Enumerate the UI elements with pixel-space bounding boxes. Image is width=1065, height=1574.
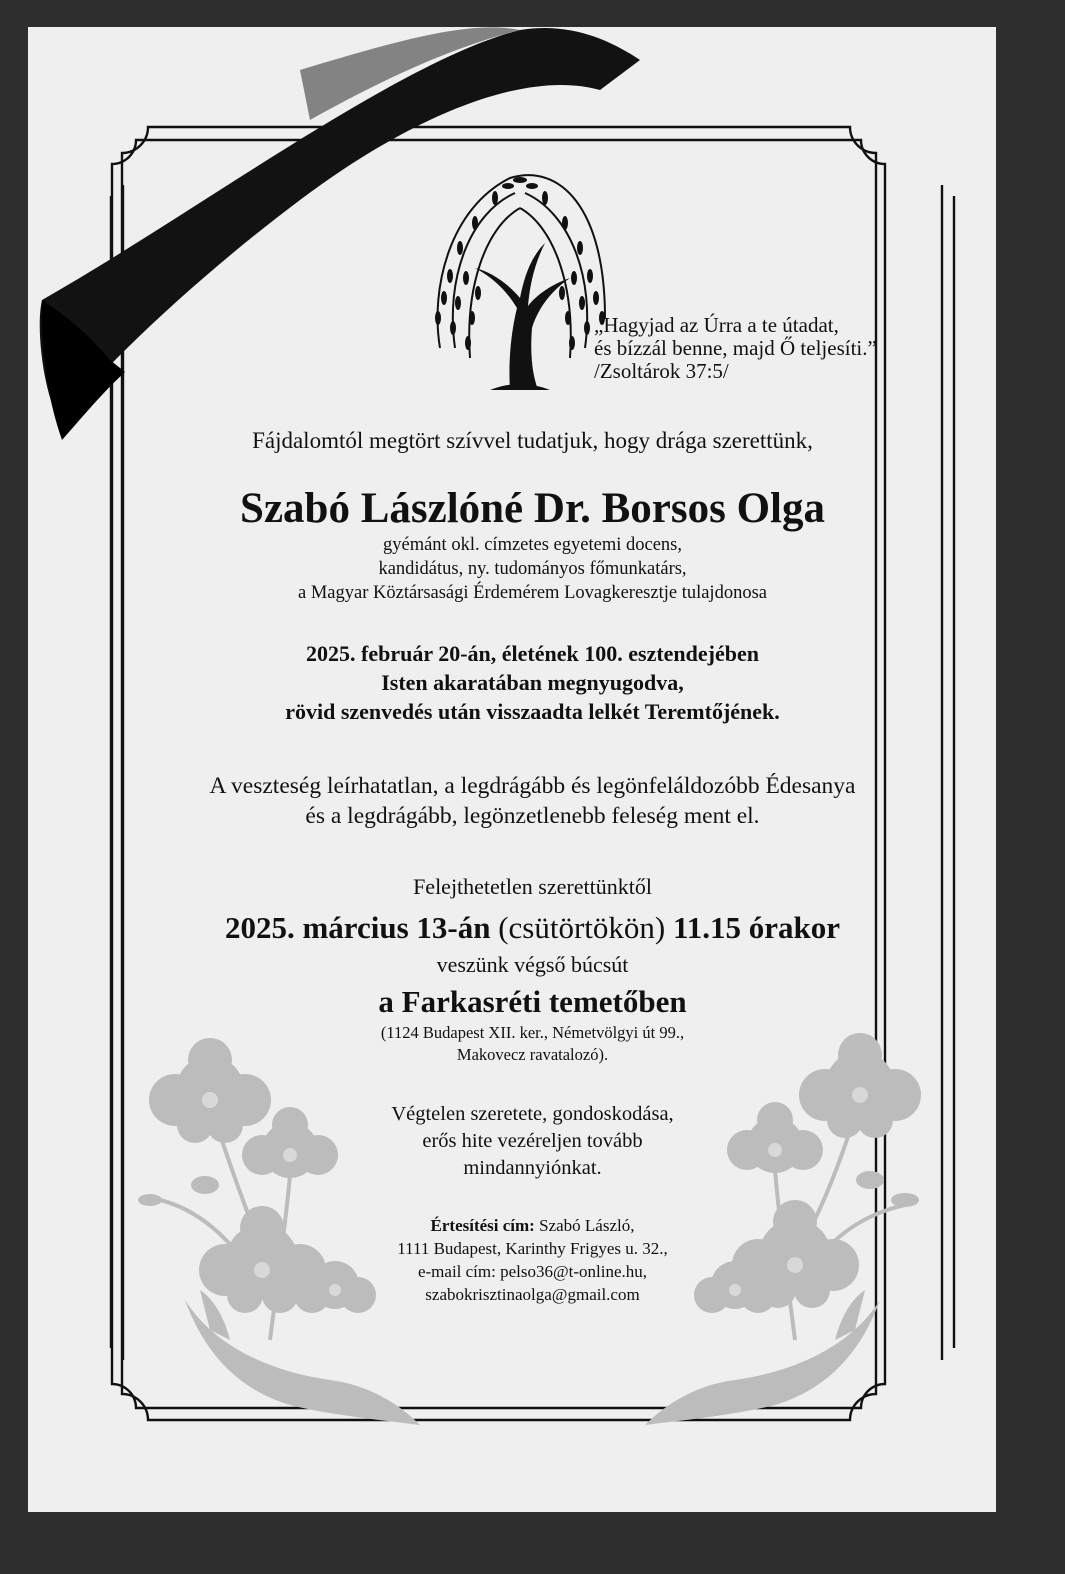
death-line-1: 2025. február 20-án, életének 100. esztendejében (306, 641, 759, 666)
address-line-1: (1124 Budapest XII. ker., Németvölgyi út 99., (380, 1023, 685, 1042)
funeral-day: (csütörtökön) (498, 910, 666, 945)
funeral-time: 11.15 órakor (672, 910, 841, 945)
closing-line-3: mindannyiónkat. (463, 1157, 602, 1179)
contact-email-2[interactable]: szabokrisztinaolga@gmail.com (425, 1285, 640, 1304)
funeral-intro: Felejthetetlen szerettünktől (413, 874, 652, 899)
loss-line-2: és a legdrágább, legönzetlenebb feleség ment el. (305, 803, 760, 829)
death-line-3: rövid szenvedés után visszaadta lelkét Teremtőjének. (285, 699, 780, 724)
contact-info (0, 1214, 1065, 1306)
contact-line-1 (0, 1214, 1065, 1237)
funeral-address (0, 1022, 1065, 1066)
closing-text (0, 1101, 1065, 1182)
title-line-2: kandidátus, ny. tudományos főmunkatárs, (378, 559, 687, 579)
intro-text: Fájdalomtól megtört szívvel tudatjuk, hogy drága szerettünk, (252, 428, 813, 453)
quote-line-2: és bízzál benne, majd Ő teljesíti.” (594, 336, 877, 360)
death-notice (0, 639, 1065, 726)
contact-street: 1111 Budapest, Karinthy Frigyes u. 32., (397, 1239, 668, 1258)
closing-line-1: Végtelen szeretete, gondoskodása, (391, 1103, 674, 1125)
title-line-3: a Magyar Köztársasági Érdemérem Lovagkeresztje tulajdonosa (298, 583, 767, 603)
death-line-2: Isten akaratában megnyugodva, (381, 670, 684, 695)
quote-line-1: „Hagyjad az Úrra a te útadat, (594, 313, 839, 337)
contact-email-1[interactable]: e-mail cím: pelso36@t-online.hu, (417, 1262, 648, 1281)
contact-name: Szabó László, (539, 1216, 635, 1235)
funeral-place: a Farkasréti temetőben (378, 984, 687, 1019)
funeral-datetime (0, 908, 1065, 948)
contact-label: Értesítési cím: (430, 1216, 535, 1235)
quote-source: /Zsoltárok 37:5/ (594, 359, 729, 383)
funeral-date: 2025. március 13-án (224, 910, 491, 945)
loss-text (0, 771, 1065, 831)
bible-quote (594, 314, 877, 383)
loss-line-1: A veszteség leírhatatlan, a legdrágább és legönfeláldozóbb Édesanya (209, 773, 856, 799)
deceased-name: Szabó Lászlóné Dr. Borsos Olga (240, 485, 825, 532)
deceased-titles (0, 533, 1065, 605)
address-line-2: Makovecz ravatalozó). (456, 1045, 609, 1064)
closing-line-2: erős hite vezéreljen tovább (422, 1130, 643, 1152)
farewell-text: veszünk végső búcsút (436, 952, 629, 977)
title-line-1: gyémánt okl. címzetes egyetemi docens, (383, 535, 682, 555)
